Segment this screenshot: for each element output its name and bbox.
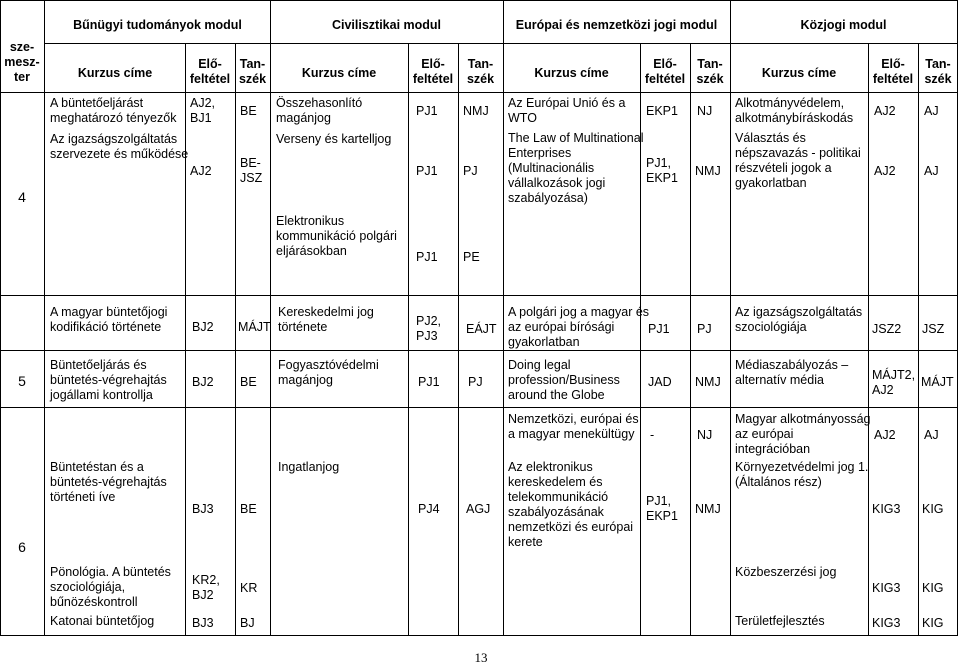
- grid-line: [0, 350, 958, 351]
- course-dept: MÁJT: [238, 320, 271, 334]
- grid-line: [868, 43, 869, 636]
- grid-line: [408, 43, 409, 636]
- course-title: Médiaszabályozás – alternatív média: [735, 358, 849, 387]
- course-title: Pönológia. A büntetés szociológiája, bűnözéskontroll: [50, 565, 171, 609]
- course-title: The Law of Multinational Enterprises (Multinacionális vállalkozások jogi szabályozása): [508, 131, 644, 205]
- course-prereq: PJ2, PJ3: [416, 314, 442, 343]
- course-prereq: PJ1: [418, 375, 440, 389]
- course-dept: PJ: [697, 322, 712, 336]
- course-prereq: BJ2: [192, 375, 214, 389]
- course-dept: PJ: [468, 375, 483, 389]
- course-prereq: PJ1: [416, 250, 438, 264]
- grid-line: [44, 0, 45, 636]
- course-dept: KIG: [922, 616, 944, 630]
- course-title: Az Európai Unió és a WTO: [508, 96, 626, 125]
- course-header: Kurzus címe: [301, 66, 377, 80]
- grid-line: [690, 43, 691, 636]
- course-dept: PE: [463, 250, 480, 264]
- grid-line: [0, 92, 958, 93]
- module-title-public: Közjogi modul: [800, 18, 887, 32]
- prereq-header: Elő- feltétel: [644, 57, 686, 86]
- course-prereq: KIG3: [872, 502, 901, 516]
- course-title: Az elektronikus kereskedelem és telekommunikáció szabályozásának nemzetközi és európai kerete: [508, 460, 634, 549]
- course-dept: BE: [240, 375, 257, 389]
- course-dept: EÁJT: [466, 322, 497, 336]
- course-dept: BE- JSZ: [240, 156, 263, 185]
- semester-number: 6: [18, 539, 26, 555]
- course-title: Közbeszerzési jog: [735, 565, 837, 579]
- course-dept: KIG: [922, 581, 944, 595]
- course-dept: AJ: [924, 428, 939, 442]
- grid-line: [730, 0, 731, 636]
- course-dept: AJ: [924, 164, 939, 178]
- course-title: Katonai büntetőjog: [50, 614, 155, 628]
- course-dept: BJ: [240, 616, 255, 630]
- dept-header: Tan- szék: [696, 57, 724, 86]
- course-prereq: PJ1: [416, 164, 438, 178]
- course-header: Kurzus címe: [534, 66, 609, 80]
- course-prereq: PJ1: [416, 104, 438, 118]
- course-prereq: AJ2: [874, 164, 896, 178]
- course-dept: MÁJT: [921, 375, 954, 389]
- semester-number: 5: [18, 373, 26, 389]
- course-title: Elektronikus kommunikáció polgári eljárásokban: [276, 214, 397, 258]
- dept-header: Tan- szék: [924, 57, 952, 86]
- course-prereq: KIG3: [872, 616, 901, 630]
- course-prereq: KR2, BJ2: [192, 573, 220, 602]
- module-title-civil: Civilisztikai modul: [331, 18, 442, 32]
- course-prereq: BJ3: [192, 502, 214, 516]
- course-dept: BE: [240, 502, 257, 516]
- course-dept: NJ: [697, 104, 713, 118]
- course-prereq: PJ1: [648, 322, 670, 336]
- grid-line: [0, 295, 958, 296]
- course-dept: PJ: [463, 164, 478, 178]
- course-prereq: BJ2: [192, 320, 214, 334]
- grid-line: [503, 0, 504, 636]
- module-title-european: Európai és nemzetközi jogi modul: [515, 18, 718, 32]
- course-title: Nemzetközi, európai és a magyar menekültügy: [508, 412, 639, 441]
- course-title: Választás és népszavazás - politikai részvételi jogok a gyakorlatban: [735, 131, 861, 190]
- course-prereq: BJ3: [192, 616, 214, 630]
- course-prereq: AJ2: [874, 104, 896, 118]
- course-prereq: AJ2, BJ1: [190, 96, 216, 125]
- course-prereq: -: [650, 428, 655, 442]
- course-title: A büntetőeljárást meghatározó tényezők: [50, 96, 177, 125]
- course-title: Büntetéstan és a büntetés-végrehajtás történeti íve: [50, 460, 167, 504]
- course-prereq: JAD: [648, 375, 672, 389]
- course-title: Összehasonlító magánjog: [276, 96, 363, 125]
- course-title: Magyar alkotmányosság az európai integrációban: [735, 412, 871, 456]
- grid-line: [45, 43, 958, 44]
- course-dept: NJ: [697, 428, 713, 442]
- semester-header: sze- mesz- ter: [4, 40, 40, 84]
- course-title: Doing legal profession/Business around the Globe: [508, 358, 620, 402]
- course-prereq: JSZ2: [872, 322, 902, 336]
- course-prereq: MÁJT2, AJ2: [872, 368, 916, 397]
- course-title: Környezetvédelmi jog 1. (Általános rész): [735, 460, 869, 489]
- course-prereq: AJ2: [874, 428, 896, 442]
- grid-line: [0, 407, 958, 408]
- course-prereq: EKP1: [646, 104, 678, 118]
- prereq-header: Elő- feltétel: [872, 57, 914, 86]
- course-title: Alkotmányvédelem, alkotmánybíráskodás: [735, 96, 854, 125]
- course-dept: NMJ: [695, 502, 721, 516]
- course-title: Kereskedelmi jog története: [278, 305, 374, 334]
- course-dept: KIG: [922, 502, 944, 516]
- course-title: Területfejlesztés: [735, 614, 825, 628]
- course-prereq: PJ1, EKP1: [646, 156, 678, 185]
- course-title: A magyar büntetőjogi kodifikáció története: [50, 305, 168, 334]
- course-dept: AGJ: [466, 502, 491, 516]
- course-dept: KR: [240, 581, 258, 595]
- grid-line: [918, 43, 919, 636]
- course-header: Kurzus címe: [77, 66, 153, 80]
- course-title: Verseny és kartelljog: [276, 132, 392, 146]
- course-dept: AJ: [924, 104, 939, 118]
- dept-header: Tan- szék: [238, 57, 267, 86]
- page-number: 13: [474, 650, 488, 665]
- course-title: A polgári jog a magyar és az európai bírósági gyakorlatban: [508, 305, 650, 349]
- semester-number: 4: [18, 189, 26, 205]
- course-dept: NMJ: [695, 375, 721, 389]
- course-header: Kurzus címe: [761, 66, 837, 80]
- course-title: Az igazságszolgáltatás szociológiája: [735, 305, 863, 334]
- grid-line: [270, 0, 271, 636]
- course-title: Büntetőeljárás és büntetés-végrehajtás jogállami kontrollja: [50, 358, 167, 402]
- course-title: Az igazságszolgáltatás szervezete és működése: [50, 132, 189, 161]
- course-prereq: KIG3: [872, 581, 901, 595]
- prereq-header: Elő- feltétel: [412, 57, 454, 86]
- course-prereq: PJ4: [418, 502, 440, 516]
- grid-line: [458, 43, 459, 636]
- course-prereq: PJ1, EKP1: [646, 494, 678, 523]
- course-prereq: AJ2: [190, 164, 212, 178]
- course-dept: BE: [240, 104, 257, 118]
- grid-line: [235, 43, 236, 636]
- course-title: Ingatlanjog: [278, 460, 340, 474]
- course-title: Fogyasztóvédelmi magánjog: [278, 358, 379, 387]
- course-dept: NMJ: [463, 104, 489, 118]
- dept-header: Tan- szék: [466, 57, 495, 86]
- course-dept: JSZ: [922, 322, 945, 336]
- prereq-header: Elő- feltétel: [189, 57, 231, 86]
- module-title-criminal: Bűnügyi tudományok modul: [73, 18, 242, 32]
- course-dept: NMJ: [695, 164, 721, 178]
